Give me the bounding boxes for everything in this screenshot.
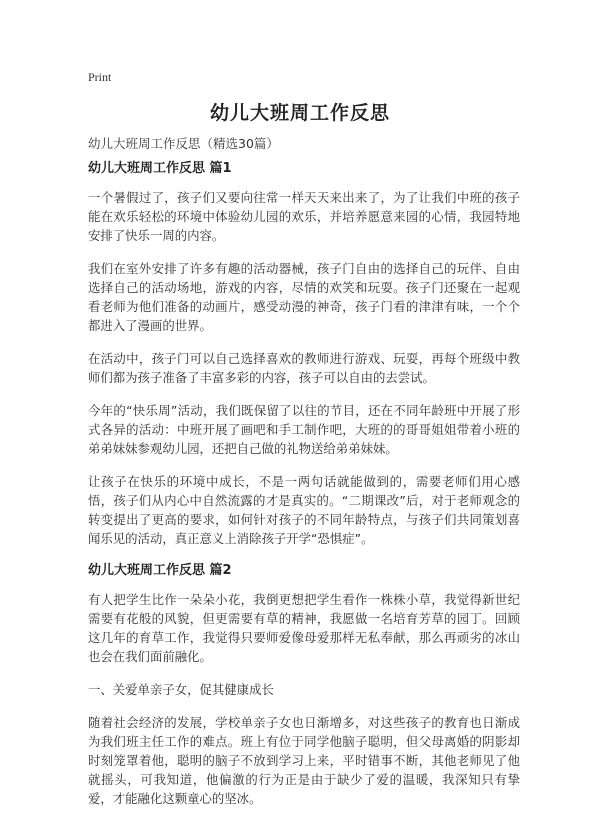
section-heading-1: 幼儿大班周工作反思 篇1: [88, 161, 232, 176]
document-body: [88, 160, 520, 822]
print-link[interactable]: Print: [88, 70, 112, 84]
paragraph: 让孩子在快乐的环境中成长，不是一两句话就能做到的，需要老师们用心感悟，孩子们从内心中自然流露的才是真实的。“二期课改”后，对于老师观念的转变提出了更高的要求，如何针对孩子的不同年龄特点，与孩子们共同策划喜闻乐见的活动，真正意义上消除孩子开学“恐惧症”。: [88, 474, 520, 546]
paragraph: 我们在室外安排了许多有趣的活动器械，孩子门自由的选择自己的玩伴、自由选择自己的活动场地，游戏的内容，尽情的欢笑和玩耍。孩子门还聚在一起观看老师为他们准备的动画片，感受动漫的神奇，孩子门看的津津有味，一个个都进入了漫画的世界。: [88, 261, 520, 333]
paragraph: 在活动中，孩子门可以自己选择喜欢的教师进行游戏、玩耍，再每个班级中教师们都为孩子准备了丰富多彩的内容，孩子可以自由的去尝试。: [88, 351, 520, 385]
paragraph: 今年的“快乐周”活动，我们既保留了以往的节目，还在不同年龄班中开展了形式各异的活动：中班开展了画吧和手工制作吧，大班的的哥哥姐姐带着小班的弟弟妹妹参观幼儿园，还把自己做的礼物送给弟弟妹妹。: [88, 403, 520, 456]
section-heading-2: 幼儿大班周工作反思 篇2: [88, 563, 232, 578]
paragraph: 一个暑假过了，孩子们又要向往常一样天天来出来了，为了让我们中班的孩子能在欢乐轻松的环境中体验幼儿园的欢乐，并培养愿意来园的心情，我园特地安排了快乐一周的内容。: [88, 190, 520, 243]
page-title: 幼儿大班周工作反思: [209, 102, 390, 124]
paragraph: 随着社会经济的发展，学校单亲子女也日渐增多，对这些孩子的教育也日渐成为我们班主任工作的难点。班上有位于同学他脑子聪明，但父母离婚的阴影却时刻笼罩着他，聪明的脑子不放到学习上来，平时错事不断，其他老师见了他就摇头，可我知道，他偏激的行为正是由于缺少了爱的温暖，我深知只有挚爱，才能融化这颗童心的坚冰。: [88, 715, 520, 806]
document-subtitle: 幼儿大班周工作反思（精选30篇）: [88, 136, 279, 151]
paragraph: 有人把学生比作一朵朵小花，我倒更想把学生看作一株株小草，我觉得新世纪需要有花般的风貌，但更需要有草的精神，我愿做一名培育芳草的园丁。回顾这几年的育草工作，我觉得只要师爱像母爱那样无私奉献，那么再顽劣的冰山也会在我们面前融化。: [88, 592, 520, 664]
paragraph: 一、关爱单亲子女，促其健康成长: [88, 682, 274, 697]
